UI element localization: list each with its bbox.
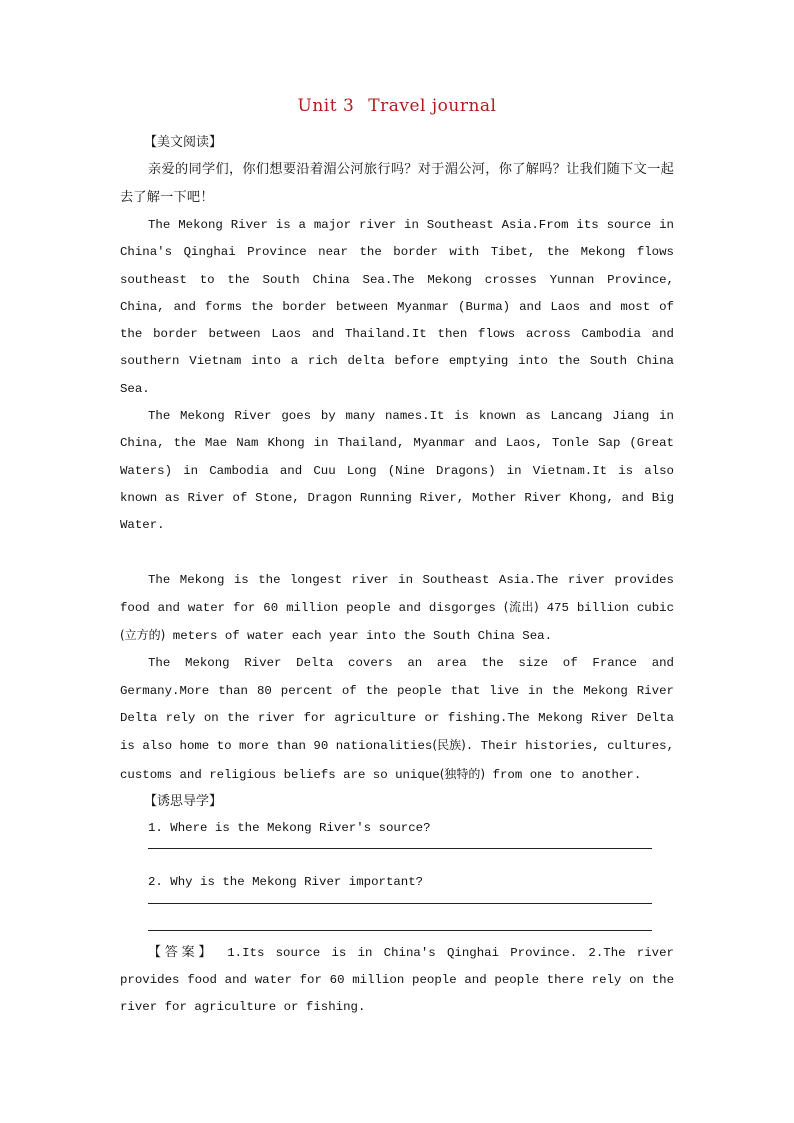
answer-block [120, 939, 674, 1022]
paragraph-4-text-c: from one to another. [485, 767, 642, 782]
title-unit: Unit 3 [297, 96, 355, 116]
section-heading-guide: 【诱思导学】 [144, 793, 223, 809]
answer-line-2[interactable] [148, 903, 652, 904]
title-topic: Travel journal [368, 96, 497, 116]
paragraph-3-text-a: The Mekong is the longest river in Southeast Asia.The river provides food and water for 60 million people and disgorges [120, 572, 674, 615]
answer-text: 1.Its source is in China's Qinghai Province. 2.The river provides food and water for 60 million people and people there rely on the river for agriculture or fishing. [120, 945, 674, 1015]
paragraph-4 [120, 650, 674, 788]
gloss-cubic: (立方的) [120, 628, 166, 643]
paragraph-1: The Mekong River is a major river in Southeast Asia.From its source in China's Qinghai Province near the border with Tibet, the Mekong flows southeast to the South China Sea.The Mekong crosses Yunnan Province, China, and forms the border between Myanmar (Burma) and Laos and most of the border between Laos and Thailand.It then flows across Cambodia and southern Vietnam into a rich delta before emptying into the South China Sea. [120, 218, 674, 396]
intro-paragraph: 亲爱的同学们，你们想要沿着湄公河旅行吗？对于湄公河，你了解吗？让我们随下文一起去了解一下吧！ [120, 162, 674, 205]
question-2: 2. Why is the Mekong River important? [148, 875, 424, 890]
paragraph-3 [120, 567, 674, 651]
answer-line-1[interactable] [148, 848, 652, 849]
paragraph-spacer [120, 540, 674, 567]
answer-label: 【答案】 [148, 944, 216, 960]
question-1: 1. Where is the Mekong River's source? [148, 820, 431, 835]
gloss-nationalities: (民族) [432, 738, 466, 753]
paragraph-4-text-b: . Their histories, cultures, customs and religious beliefs are so unique [120, 739, 675, 782]
gloss-unique: (独特的) [439, 766, 486, 781]
paragraph-4-text-a: The Mekong River Delta covers an area the size of France and Germany.More than 80 percent of the people that live in the Mekong River Delta rely on the river for agriculture or fishing.The Mekong River Delta is also home to more than 90 nationalities [120, 656, 674, 754]
answer-line-3[interactable] [148, 930, 652, 931]
paragraph-3-text-c: meters of water each year into the South China Sea. [165, 629, 553, 644]
section-heading-reading: 【美文阅读】 [144, 135, 223, 150]
paragraph-3-text-b: 475 billion cubic [538, 600, 675, 615]
page-title [0, 96, 794, 116]
gloss-disgorge: (流出) [503, 599, 539, 614]
document-body [120, 130, 674, 1021]
paragraph-2: The Mekong River goes by many names.It is known as Lancang Jiang in China, the Mae Nam Khong in Thailand, Myanmar and Laos, Tonle Sap (Great Waters) in Cambodia and Cuu Long (Nine Dragons) in Vietnam.It is also known as River of Stone, Dragon Running River, Mother River Khong, and Big Water. [120, 409, 674, 533]
